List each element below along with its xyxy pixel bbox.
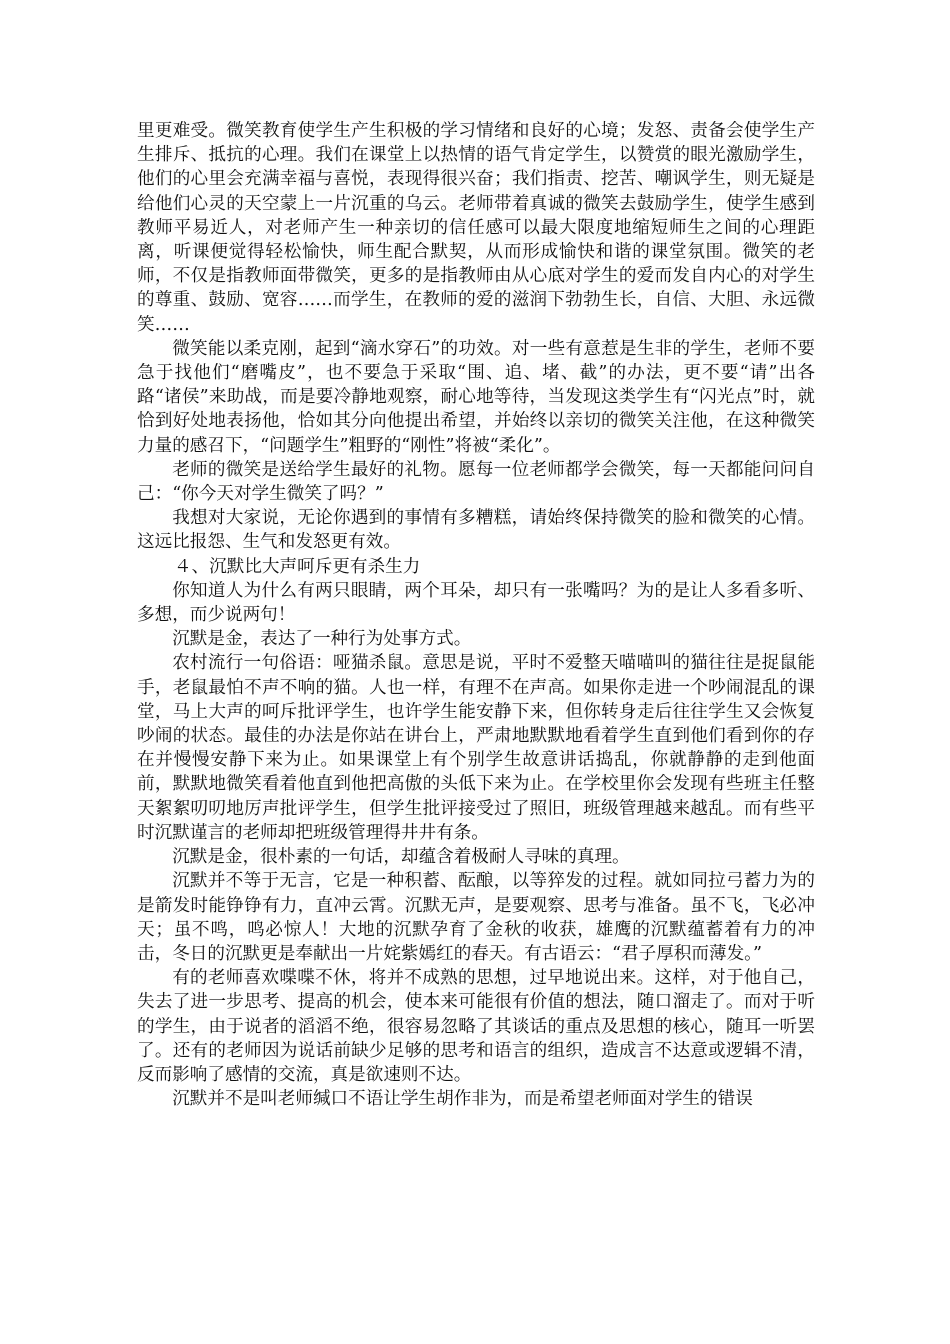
paragraph-talkative-teachers: 有的老师喜欢喋喋不休，将并不成熟的思想，过早地说出来。这样，对于他自己，失去了进一步思考、提高的机会，使本来可能很有价值的想法，随口溜走了。而对于听的学生，由于说者的滔滔不绝，很容易忽略了其谈话的重点及思想的核心，随耳一听罢了。还有的老师因为说话前缺少足够的思考和语言的组织，造成言不达意或逻辑不清，反而影响了感情的交流，真是欲速则不达。 <box>137 968 815 1085</box>
paragraph-silence-is-gold: 沉默是金，表达了一种行为处事方式。 <box>172 629 472 650</box>
document-body <box>137 119 815 1111</box>
paragraph-smile-gift: 老师的微笑是送给学生最好的礼物。愿每一位老师都学会微笑，每一天都能问问自己：“你今天对学生微笑了吗？” <box>137 459 815 505</box>
paragraph-silence-not-permission: 沉默并不是叫老师缄口不语让学生胡作非为，而是希望老师面对学生的错误 <box>172 1089 753 1110</box>
paragraph-silence-not-wordless: 沉默并不等于无言，它是一种积蓄、酝酿，以等猝发的过程。就如同拉弓蓄力为的是箭发时能铮铮有力，直冲云霄。沉默无声，是要观察、思考与准备。虽不飞，飞必冲天；虽不鸣，鸣必惊人！大地的沉默孕育了金秋的收获，雄鹰的沉默蕴蓄着有力的冲击，冬日的沉默更是奉献出一片姹紫嫣红的春天。有古语云：“君子厚积而薄发。” <box>137 871 815 964</box>
paragraph-smile-soft-overcomes-hard: 微笑能以柔克刚，起到“滴水穿石”的功效。对一些有意惹是生非的学生，老师不要急于找他们“磨嘴皮”，也不要急于采取“围、追、堵、截”的办法，更不要“请”出各路“诸侯”来助战，而是要冷静地观察，耐心地等待，当发现这类学生有“闪光点”时，就恰到好处地表扬他，恰如其分向他提出希望，并始终以亲切的微笑关注他，在这种微笑力量的感召下，“问题学生”粗野的“刚性”将被“柔化”。 <box>137 338 815 456</box>
paragraph-silent-cat: 农村流行一句俗语：哑猫杀鼠。意思是说，平时不爱整天喵喵叫的猫往往是捉鼠能手，老鼠最怕不声不响的猫。人也一样，有理不在声高。如果你走进一个吵闹混乱的课堂，马上大声的呵斥批评学生，也许学生能安静下来，但你转身走后往往学生又会恢复吵闹的状态。最佳的办法是你站在讲台上，严肃地默默地看着学生直到他们看到你的存在并慢慢安静下来为止。如果课堂上有个别学生故意讲话捣乱，你就静静的走到他面前，默默地微笑看着他直到他把高傲的头低下来为止。在学校里你会发现有些班主任整天絮絮叨叨地厉声批评学生，但学生批评接受过了照旧，班级管理越来越乱。而有些平时沉默谨言的老师却把班级管理得井井有条。 <box>137 653 815 843</box>
paragraph-smile-education: 里更难受。微笑教育使学生产生积极的学习情绪和良好的心境；发怒、责备会使学生产生排斥、抵抗的心理。我们在课堂上以热情的语气肯定学生，以赞赏的眼光激励学生，他们的心里会充满幸福与喜悦，表现得很兴奋；我们指责、挖苦、嘲讽学生，则无疑是给他们心灵的天空蒙上一片沉重的乌云。老师带着真诚的微笑去鼓励学生，使学生感到教师平易近人，对老师产生一种亲切的信任感可以最大限度地缩短师生之间的心理距离，听课便觉得轻松愉快，师生配合默契，从而形成愉快和谐的课堂氛围。微笑的老师，不仅是指教师面带微笑，更多的是指教师由从心底对学生的爱而发自内心的对学生的尊重、鼓励、宽容……而学生，在教师的爱的滋润下勃勃生长，自信、大胆、永远微笑…… <box>137 121 815 335</box>
paragraph-simple-truth: 沉默是金，很朴素的一句话，却蕴含着极耐人寻味的真理。 <box>172 847 630 868</box>
paragraph-two-eyes-two-ears: 你知道人为什么有两只眼睛，两个耳朵，却只有一张嘴吗？为的是让人多看多听、多想，而少说两句！ <box>137 580 815 626</box>
paragraph-keep-smiling: 我想对大家说，无论你遇到的事情有多糟糕，请始终保持微笑的脸和微笑的心情。这远比报怨、生气和发怒更有效。 <box>137 508 815 553</box>
section-heading-silence: ４、沉默比大声呵斥更有杀生力 <box>173 556 421 577</box>
